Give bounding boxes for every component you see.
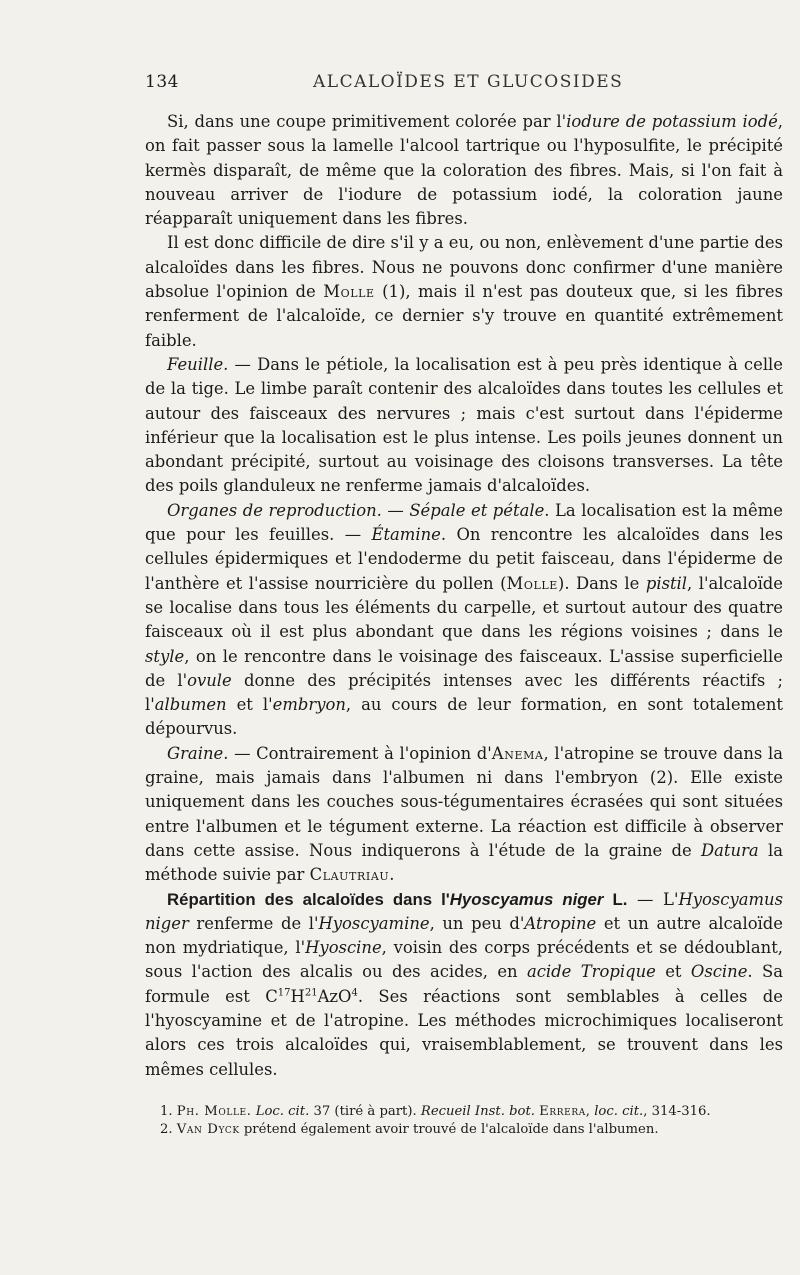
footnote-ref-1: (1) <box>382 282 406 302</box>
paragraph-hyoscyamus: Répartition des alcaloïdes dans l'Hyoscyamus niger L. — L'Hyoscyamus niger renferme de l'Hyoscyamine, un peu d'Atropine et un autre alcaloïde non mydriatique, l'Hyoscine, voisin des corps précédents et se dédoublant, sous l'action des alcalis ou des acides, en acide Tropique et Oscine. Sa formule est $C^{17}H^{21}AzO^4$. Ses réactions sont semblables à celles de l'hyoscyamine et de l'atropine. Les méthodes microchimiques localiseront alors ces trois alcaloïdes qui, vraisemblablement, se trouvent dans les mêmes cellules. <box>145 889 784 1079</box>
body-text <box>145 110 783 1082</box>
section-label-feuille: Feuille. <box>167 354 229 374</box>
footnote-ref-2: (2) <box>649 768 674 788</box>
footnote-1: 1. Ph. Molle. Loc. cit. 37 (tiré à part). Recueil Inst. bot. Errera, loc. cit., 314-316. <box>160 1104 711 1119</box>
paragraph-2: Il est donc difficile de dire s'il y a eu, ou non, enlèvement d'une partie des alcaloïdes dans les fibres. Nous ne pouvons donc confirmer d'une manière absolue l'opinion de Molle (1), mais il n'est pas douteux que, si les fibres renferment de l'alcaloïde, ce dernier s'y trouve en quantité extrêmement faible. <box>145 233 783 350</box>
paragraph-feuille: Feuille. — Dans le pétiole, la localisation est à peu près identique à celle de la tige. Le limbe paraît contenir des alcaloïdes dans toutes les cellules et autour des faisceaux des nervures ; mais c'est surtout dans l'épiderme inférieur que la localisation est le plus intense. Les poils jeunes donnent un abondant précipité, surtout au voisinage des cloisons transverses. La tête des poils glanduleux ne renferme jamais d'alcaloïdes. <box>145 354 783 496</box>
paragraph-graine: Graine. — Contrairement à l'opinion d'Anema, l'atropine se trouve dans la graine, mais jamais dans l'albumen ni dans l'embryon (2). Elle existe uniquement dans les couches sous-tégumentaires écrasées qui sont situées entre l'albumen et le tégument externe. La réaction est difficile à observer dans cette assise. Nous indiquerons à l'étude de la graine de Datura la méthode suivie par Clautriau. <box>145 743 783 885</box>
footnotes <box>160 1103 785 1139</box>
running-title: ALCALOÏDES ET GLUCOSIDES <box>313 72 624 92</box>
section-heading-hyoscyamus: Répartition des alcaloïdes dans l'Hyoscyamus niger L. <box>167 889 628 909</box>
author-molle: Molle <box>323 282 375 302</box>
footnote-2: 2. Van Dyck prétend également avoir trouvé de l'alcaloïde dans l'albumen. <box>160 1122 659 1137</box>
section-label-organes: Organes de reproduction. <box>167 500 382 520</box>
page-number: 134 <box>145 72 179 92</box>
page-header <box>145 72 785 96</box>
section-label-graine: Graine. <box>167 743 229 763</box>
paragraph-organes: Organes de reproduction. — Sépale et pétale. La localisation est la même que pour les feuilles. — Étamine. On rencontre les alcaloïdes dans les cellules épidermiques et l'endoderme du petit faisceau, dans l'épiderme de l'anthère et l'assise nourricière du pollen (Molle). Dans le pistil, l'alcaloïde se localise dans tous les éléments du carpelle, et surtout autour des quatre faisceaux où il est plus abondant que dans les régions voisines ; dans le style, on le rencontre dans le voisinage des faisceaux. L'assise superficielle de l'ovule donne des précipités intenses avec les différents réactifs ; l'albumen et l'embryon, au cours de leur formation, en sont totalement dépourvus. <box>145 500 784 739</box>
paragraph-1: Si, dans une coupe primitivement colorée par l'iodure de potassium iodé, on fait passer sous la lamelle l'alcool tartrique ou l'hyposulfite, le précipité kermès disparaît, de même que la coloration des fibres. Mais, si l'on fait à nouveau arriver de l'iodure de potassium iodé, la coloration jaune réapparaît uniquement dans les fibres. <box>145 112 784 229</box>
